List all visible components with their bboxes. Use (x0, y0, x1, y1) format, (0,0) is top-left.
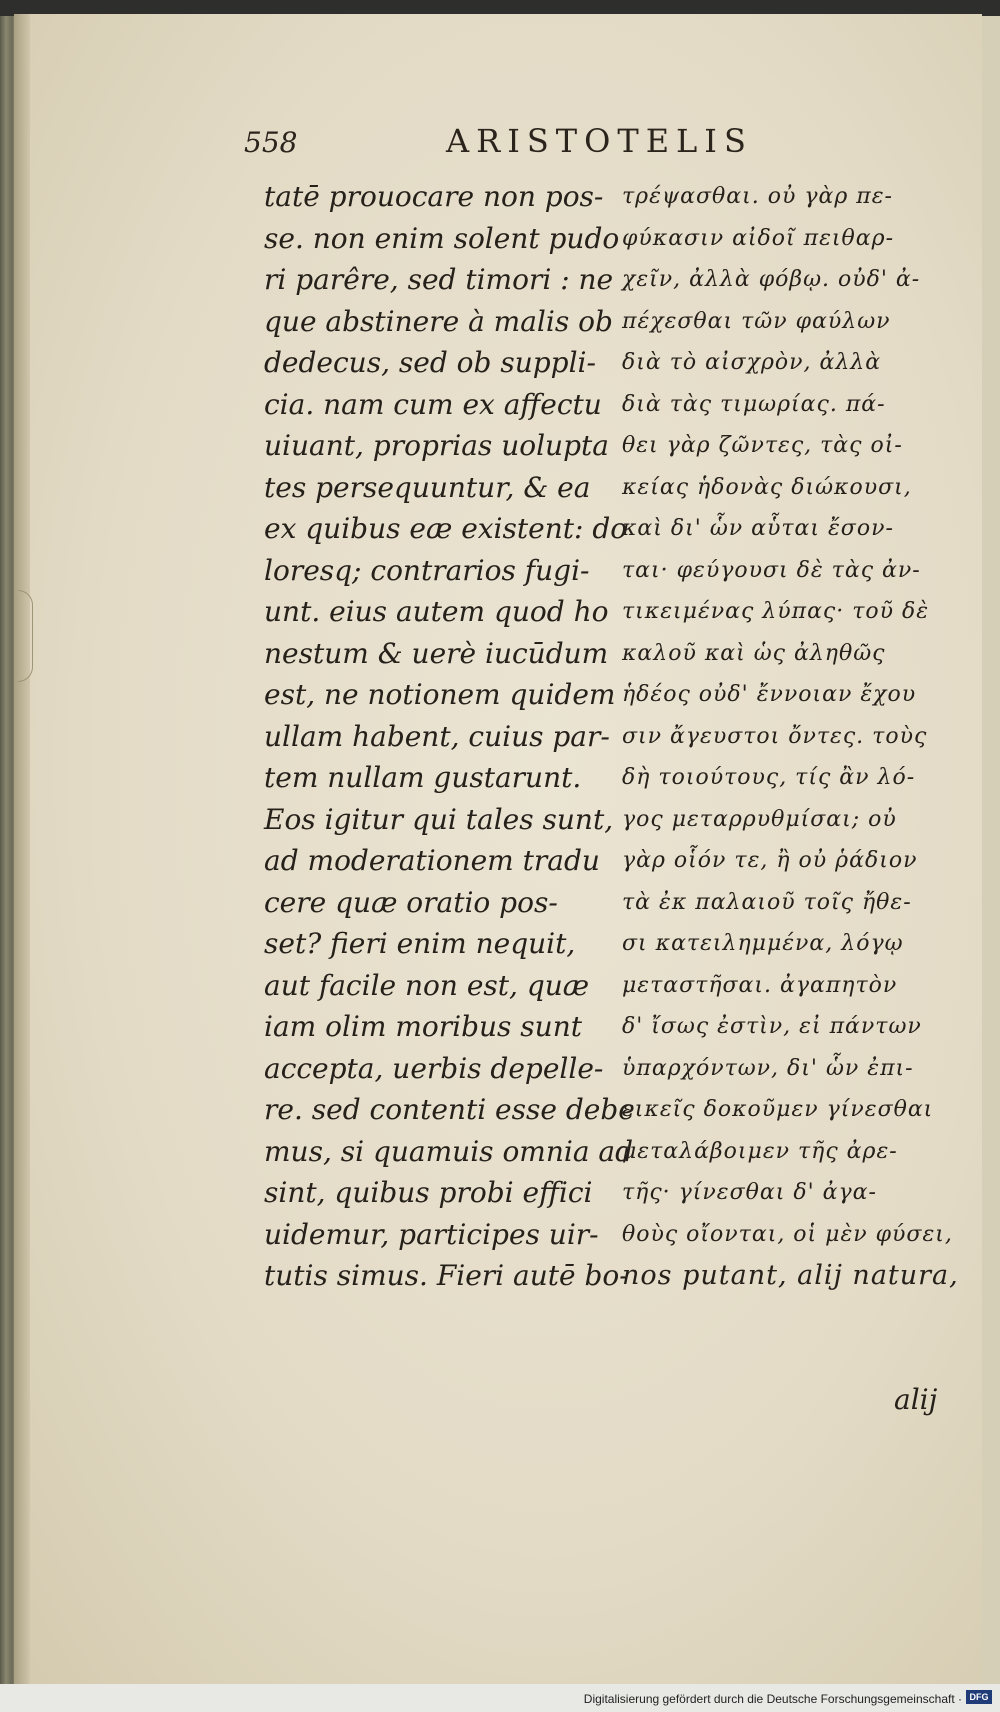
text-line: μεταλάβοιμεν τῆς ἀρε- (622, 1138, 898, 1164)
text-line: tes persequuntur, & ea (264, 470, 591, 504)
text-line: nos putant, alij natura, (622, 1260, 959, 1291)
text-line: τρέψασθαι. οὐ γὰρ πε- (622, 184, 893, 209)
text-line: σιν ἄγευστοι ὄντες. τοὺς (622, 723, 928, 749)
text-line: cia. nam cum ex affectu (264, 387, 602, 421)
page-number: 558 (244, 126, 298, 159)
text-line: sint, quibus probi effici (264, 1176, 593, 1209)
text-line: ὑπαρχόντων, δι' ὧν ἐπι- (622, 1055, 914, 1081)
text-line: διὰ τὰς τιμωρίας. πά- (622, 391, 886, 417)
funding-note: Digitalisierung gefördert durch die Deutsche Forschungsgemeinschaft · (583, 1692, 962, 1706)
text-line: cere quæ oratio pos- (264, 885, 558, 919)
text-line: καὶ δι' ὧν αὗται ἔσον- (622, 516, 894, 541)
running-head-title: ARISTOTELIS (446, 122, 753, 160)
text-line: ri parêre, sed timori : ne (264, 263, 614, 296)
text-line: ται· φεύγουσι δὲ τὰς ἀν- (622, 557, 921, 583)
text-line: ad moderationem tradu (264, 844, 600, 877)
text-line: ἡδέος οὐδ' ἔννοιαν ἔχου (622, 682, 917, 707)
text-line: τικειμένας λύπας· τοῦ δὲ (622, 599, 930, 624)
text-line: κείας ἡδονὰς διώκουσι, (622, 474, 912, 500)
page-binding-edge (14, 14, 30, 1684)
text-line: mus, si quamuis omnia ad (264, 1134, 634, 1168)
text-line: nestum & uerè iucūdum (264, 636, 609, 670)
text-line: accepta, uerbis depelle- (264, 1051, 604, 1085)
text-line: set? fieri enim nequit, (264, 927, 576, 960)
text-line: dedecus, sed ob suppli- (264, 346, 596, 379)
text-line: δ' ἴσως ἐστὶν, εἰ πάντων (622, 1014, 922, 1039)
text-line: ullam habent, cuius par- (264, 719, 610, 753)
text-line: iam olim moribus sunt (264, 1010, 582, 1043)
text-line: σι κατειλημμένα, λόγῳ (622, 931, 904, 956)
text-line: se. non enim solent pudo (264, 221, 620, 255)
text-line: γὰρ οἷόν τε, ἢ οὐ ῥάδιον (622, 848, 918, 873)
text-line: uidemur, participes uir- (264, 1217, 599, 1251)
text-line: χεῖν, ἀλλὰ φόβῳ. οὐδ' ἀ- (622, 267, 921, 292)
text-line: τῆς· γίνεσθαι δ' ἀγα- (622, 1180, 877, 1205)
text-line: uiuant, proprias uolupta (264, 429, 609, 462)
text-line: τὰ ἐκ παλαιοῦ τοῖς ἤθε- (622, 889, 912, 915)
text-line: φύκασιν αἰδοῖ πειθαρ- (622, 225, 895, 251)
catchword: alij (894, 1383, 938, 1416)
text-line: loresq; contrarios fugi- (264, 553, 590, 587)
text-line: δὴ τοιούτους, τίς ἂν λό- (622, 765, 916, 790)
text-line: tatē prouocare non pos- (264, 180, 604, 213)
text-line: est, ne notionem quidem (264, 678, 616, 711)
greek-column (622, 176, 959, 1297)
text-line: re. sed contenti esse debe (264, 1093, 635, 1126)
text-line: καλοῦ καὶ ὡς ἀληθῶς (622, 640, 886, 666)
text-line: πέχεσθαι τῶν φαύλων (622, 308, 891, 334)
text-line: tutis simus. Fieri autē bo- (264, 1259, 629, 1292)
latin-column (264, 176, 635, 1297)
text-line: tem nullam gustarunt. (264, 761, 582, 794)
text-line: εικεῖς δοκοῦμεν γίνεσθαι (622, 1097, 934, 1122)
text-line: μεταστῆσαι. ἀγαπητὸν (622, 972, 898, 998)
text-line: aut facile non est, quæ (264, 968, 590, 1002)
text-line: γος μεταρρυθμίσαι; οὐ (622, 806, 897, 832)
text-line: Eos igitur qui tales sunt, (264, 802, 614, 836)
text-line: θοὺς οἴονται, οἱ μὲν φύσει, (622, 1221, 953, 1247)
text-line: θει γὰρ ζῶντες, τὰς οἰ- (622, 433, 903, 458)
text-line: ex quibus eæ existent: do (264, 512, 628, 545)
page-tab-mark (18, 590, 33, 682)
text-line: διὰ τὸ αἰσχρὸν, ἀλλὰ (622, 350, 882, 375)
dfg-logo: DFG (966, 1690, 992, 1704)
text-line: unt. eius autem quod ho (264, 595, 609, 628)
text-line: que abstinere à malis ob (264, 304, 613, 338)
greek-column-tail (622, 1255, 959, 1297)
